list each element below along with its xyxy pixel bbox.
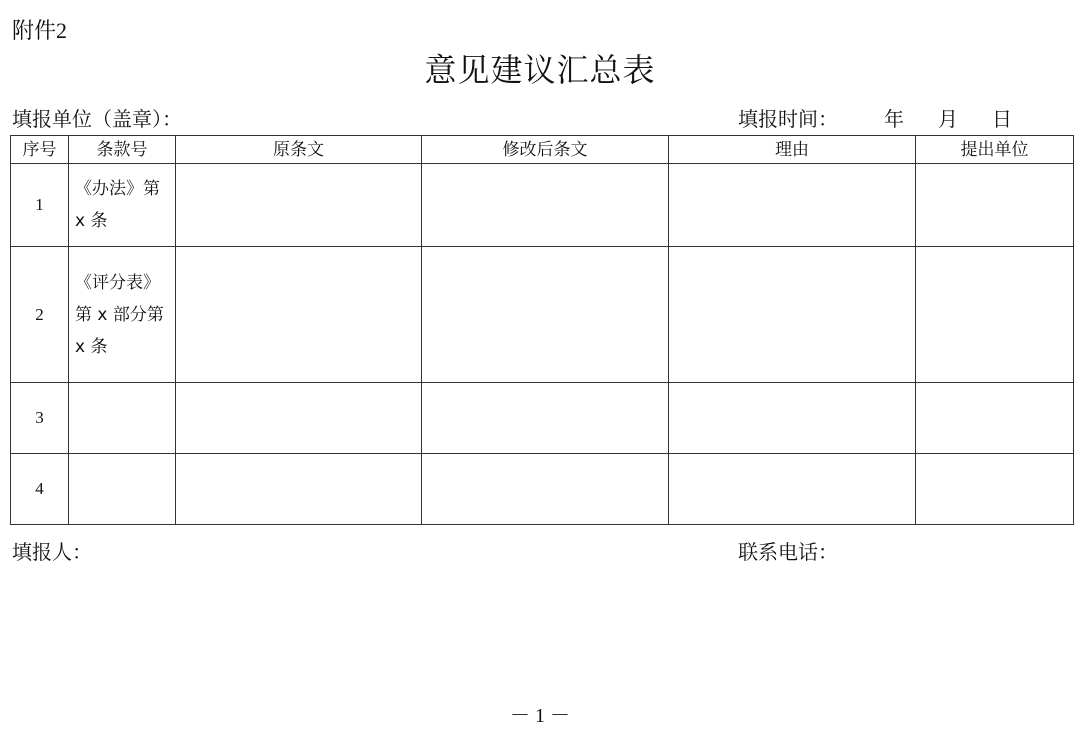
clause-cell[interactable] [69,383,176,454]
revised-text-cell[interactable] [422,383,669,454]
submitting-unit-cell[interactable] [916,247,1074,383]
serial-number-cell: 4 [11,454,69,525]
revised-text-cell[interactable] [422,247,669,383]
table-row [11,383,1074,454]
clause-line: 《办法》第 [75,179,160,199]
fill-unit-label: 填报单位（盖章）： [12,107,182,131]
header-original-text: 原条文 [176,136,422,164]
attachment-number: 2 [56,18,68,43]
fill-time-label: 填报时间： [738,107,838,131]
contact-phone-label: 联系电话： [738,540,838,564]
day-label: 日 [992,107,1012,131]
reason-cell[interactable] [669,164,916,247]
table-header-row [11,136,1074,164]
reason-cell[interactable] [669,454,916,525]
month-label: 月 [938,107,958,131]
clause-cell[interactable] [69,454,176,525]
clause-line: 第 x 部分第 [75,304,164,325]
revised-text-cell[interactable] [422,164,669,247]
reason-cell[interactable] [669,383,916,454]
reason-cell[interactable] [669,247,916,383]
header-submitting-unit: 提出单位 [916,136,1074,164]
serial-number-cell: 2 [11,247,69,383]
original-text-cell[interactable] [176,454,422,525]
table-row [11,454,1074,525]
clause-line: x 条 [75,211,108,231]
header-clause-number: 条款号 [69,136,176,164]
clause-line: 《评分表》 [75,272,160,293]
attachment-text: 附件 [12,19,57,44]
submitting-unit-cell[interactable] [916,164,1074,247]
clause-cell [69,164,176,247]
page-number: － 1 － [510,705,570,727]
header-reason: 理由 [669,136,916,164]
serial-number-cell: 1 [11,164,69,247]
header-serial-number: 序号 [11,136,69,164]
serial-number-cell: 3 [11,383,69,454]
page-title: 意见建议汇总表 [424,51,656,89]
header-revised-text: 修改后条文 [422,136,669,164]
summary-table [10,135,1074,525]
submitting-unit-cell[interactable] [916,454,1074,525]
table-row [11,164,1074,247]
original-text-cell[interactable] [176,164,422,247]
clause-line: x 条 [75,336,108,357]
original-text-cell[interactable] [176,247,422,383]
revised-text-cell[interactable] [422,454,669,525]
attachment-label [12,16,67,47]
year-label: 年 [884,107,904,131]
filler-label: 填报人： [12,540,92,564]
submitting-unit-cell[interactable] [916,383,1074,454]
table-row [11,247,1074,383]
original-text-cell[interactable] [176,383,422,454]
clause-cell [69,247,176,383]
